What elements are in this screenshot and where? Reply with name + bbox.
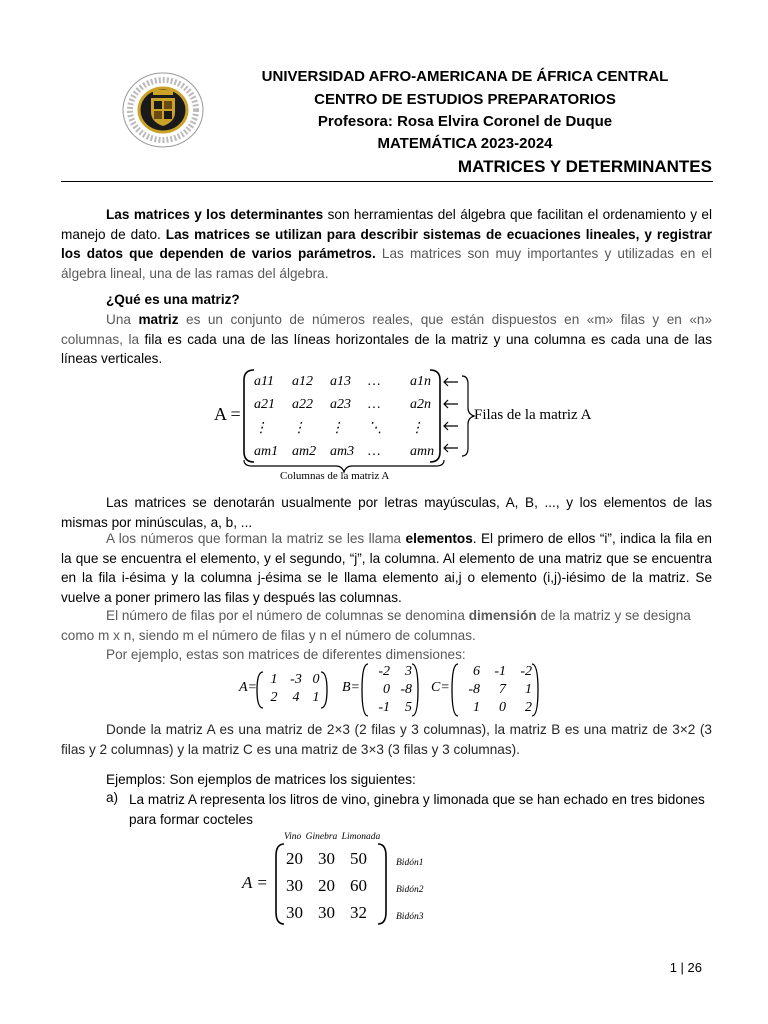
matrix-cell: ⋮	[254, 421, 268, 436]
matrix-cell: 0	[312, 672, 320, 687]
matrix-cell: ⋮	[330, 421, 344, 436]
definition-paragraph: Una matriz es un conjunto de números reales, que están dispuestos en «m» filas y en «n» columnas, la fila es cada una de las líneas horizontales de la matriz y una columna es cada una de las líneas verticales.	[61, 312, 713, 367]
matrix-b-body	[368, 663, 412, 717]
matrix-b-label: B=	[342, 680, 360, 695]
matrix-c-label: C=	[431, 680, 450, 695]
matrix-cell: 0	[499, 700, 506, 715]
header-divider	[61, 181, 713, 182]
matrix-a-label: A=	[239, 680, 257, 695]
example-a-marker: a)	[106, 790, 119, 805]
page-title: MATRICES Y DETERMINANTES	[457, 157, 712, 176]
matrix-cell: -8	[400, 682, 412, 697]
matrix-cell: -2	[378, 664, 390, 679]
matrix-cell: 5	[405, 700, 412, 715]
matrix-cell: …	[368, 397, 381, 412]
drinks-matrix-lhs: A =	[242, 873, 268, 892]
matrix-a-body	[264, 671, 324, 707]
matrix-cell: 2	[525, 700, 532, 715]
page-number: 1 | 26	[669, 960, 702, 975]
matrix-cell: a2n	[410, 397, 431, 412]
matrix-cell: …	[368, 444, 381, 459]
matrix-cell: 30	[318, 849, 335, 868]
column-header: Vino	[284, 832, 302, 842]
rows-label: Filas de la matriz A	[474, 407, 592, 423]
row-label: Bidón2	[396, 885, 424, 895]
section-heading: ¿Qué es una matriz?	[106, 292, 240, 307]
matrix-cell: 20	[286, 849, 303, 868]
matrix-cell: 20	[318, 876, 335, 895]
matrix-cell: a22	[292, 397, 313, 412]
row-label: Bidón1	[396, 858, 424, 868]
university-name: UNIVERSIDAD AFRO-AMERICANA DE ÁFRICA CENTRAL	[261, 68, 669, 85]
matrix-cell: a1n	[410, 374, 431, 389]
column-header-row	[284, 832, 380, 842]
matrix-cell: ⋮	[410, 421, 424, 436]
intro-paragraph: Las matrices y los determinantes son herramientas del álgebra que facilitan el ordenamiento y el manejo de dato. Las matrices se utilizan para describir sistemas de ecuaciones lineales, y registrar los datos que dependen de varios parámetros. Las matrices son muy importantes y utilizadas en el álgebra lineal, una de las ramas del álgebra.	[61, 207, 713, 281]
general-matrix-lhs: A =	[214, 404, 241, 424]
example-intro: Por ejemplo, estas son matrices de diferentes dimensiones:	[106, 647, 466, 662]
center-name: CENTRO DE ESTUDIOS PREPARATORIOS	[314, 91, 616, 108]
matrix-cell: 30	[286, 876, 303, 895]
matrix-cell: 1	[525, 682, 532, 697]
example-a-text: La matriz A representa los litros de vino, ginebra y limonada que se han echado en tres bidones para formar cocteles	[129, 792, 705, 827]
matrix-cell: 30	[286, 903, 303, 922]
dimension-paragraph: El número de filas por el número de columnas se denomina dimensión de la matriz y se designa como m x n, siendo m el número de filas y n el número de columnas.	[61, 608, 691, 643]
row-label: Bidón3	[396, 912, 424, 922]
matrix-cell: 30	[318, 903, 335, 922]
matrix-cell: am3	[330, 444, 355, 459]
matrix-cell: a11	[254, 374, 274, 389]
general-matrix-body	[254, 374, 448, 460]
matrix-cell: ⋱	[368, 421, 382, 436]
column-header: Limonada	[341, 832, 381, 842]
matrix-cell: -8	[468, 682, 480, 697]
matrix-cell: ⋮	[292, 421, 306, 436]
dimensions-explanation: Donde la matriz A es una matriz de 2×3 (2 filas y 3 columnas), la matriz B es una matriz de 3×2 (3 filas y 2 columnas) y la matriz C es una matriz de 3×3 (3 filas y 3 columnas).	[61, 722, 712, 757]
matrix-cell: a23	[330, 397, 351, 412]
matrix-cell: a13	[330, 374, 351, 389]
matrix-cell: 7	[499, 682, 506, 697]
matrix-cell: …	[368, 374, 381, 389]
examples-heading: Ejemplos: Son ejemplos de matrices los siguientes:	[106, 772, 416, 787]
professor-name: Profesora: Rosa Elvira Coronel de Duque	[317, 113, 613, 130]
columns-label: Columnas de la matriz A	[280, 470, 390, 482]
university-seal-logo	[120, 70, 206, 150]
matrix-cell: am1	[254, 444, 279, 459]
matrix-cell: 32	[350, 903, 367, 922]
matrix-cell: a12	[292, 374, 313, 389]
matrix-cell: 1	[312, 690, 320, 705]
matrix-cell: -1	[378, 700, 390, 715]
subject-year: MATEMÁTICA 2023-2024	[377, 135, 553, 152]
notation-paragraph: Las matrices se denotarán usualmente por letras mayúsculas, A, B, ..., y los elementos de las mismas por minúsculas, a, b, ...	[61, 495, 712, 530]
matrix-cell: -2	[520, 664, 532, 679]
matrix-cell: 1	[270, 672, 278, 687]
matrix-cell: 1	[473, 700, 480, 715]
matrix-cell: 4	[292, 690, 300, 705]
matrix-cell: a21	[254, 397, 275, 412]
elements-paragraph: A los números que forman la matriz se les llama elementos. El primero de ellos “i”, indica la fila en la que se encuentra el elemento, y el segundo, “j”, la columna. Al elemento de una matriz que se encuentra en la fila i-ésima y la columna j-ésima se le llama elemento ai,j o elemento (i,j)-iésimo de la matriz. Se vuelve a poner primero las filas y después las columnas.	[61, 531, 712, 605]
matrix-c-body	[456, 663, 532, 717]
matrix-cell: amn	[410, 444, 435, 459]
column-header: Ginebra	[305, 832, 338, 842]
drinks-matrix-body	[286, 845, 380, 926]
matrix-cell: 60	[350, 876, 367, 895]
matrix-cell: am2	[292, 444, 317, 459]
matrix-cell: -1	[494, 664, 506, 679]
matrix-cell: -3	[290, 672, 302, 687]
matrix-cell: 0	[383, 682, 390, 697]
matrix-cell: 2	[270, 690, 278, 705]
matrix-cell: 50	[350, 849, 367, 868]
row-labels	[396, 850, 423, 931]
matrix-cell: 3	[405, 664, 412, 679]
matrix-cell: 6	[473, 664, 480, 679]
